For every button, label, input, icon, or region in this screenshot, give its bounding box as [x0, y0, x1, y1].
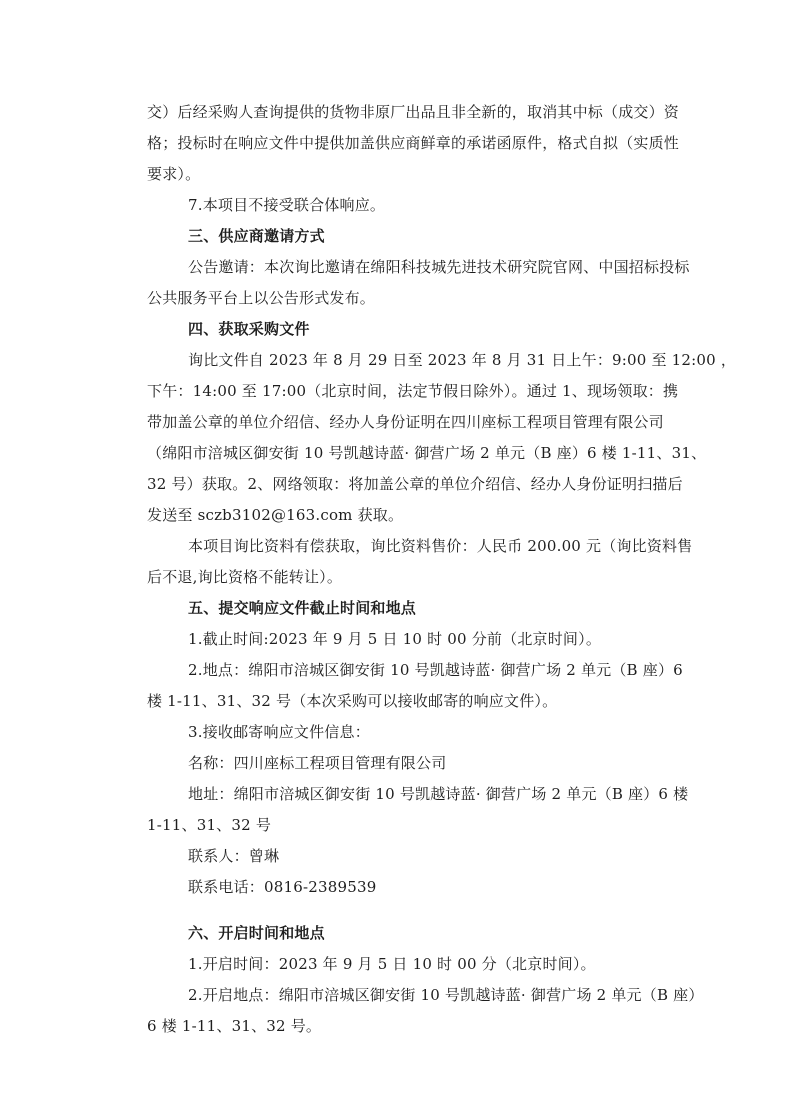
paragraph-line: 公告邀请：本次询比邀请在绵阳科技城先进技术研究院官网、中国招标投标 [188, 258, 690, 276]
paragraph-line: 要求）。 [147, 165, 201, 183]
paragraph-line: 2.开启地点：绵阳市涪城区御安街 10 号凯越诗蓝· 御营广场 2 单元（B 座） [188, 986, 704, 1004]
paragraph-line: （绵阳市涪城区御安街 10 号凯越诗蓝· 御营广场 2 单元（B 座）6 楼 1-11、31、 [147, 444, 707, 462]
paragraph-line: 7.本项目不接受联合体响应。 [188, 196, 386, 214]
section-heading: 五、提交响应文件截止时间和地点 [188, 599, 417, 617]
paragraph-line: 6 楼 1-11、31、32 号。 [147, 1017, 322, 1035]
paragraph-line: 地址：绵阳市涪城区御安街 10 号凯越诗蓝· 御营广场 2 单元（B 座）6 楼 [188, 785, 689, 803]
paragraph-line: 本项目询比资料有偿获取，询比资料售价：人民币 200.00 元（询比资料售 [188, 537, 693, 555]
paragraph-line: 1.开启时间：2023 年 9 月 5 日 10 时 00 分（北京时间）。 [188, 955, 596, 973]
paragraph-line: 下午：14:00 至 17:00（北京时间，法定节假日除外）。通过 1、现场领取：携 [147, 382, 679, 400]
section-heading: 四、获取采购文件 [188, 320, 310, 338]
paragraph-line: 名称：四川座标工程项目管理有限公司 [188, 754, 447, 772]
paragraph-line: 1-11、31、32 号 [147, 816, 272, 834]
paragraph-line: 后不退,询比资格不能转让）。 [147, 568, 343, 586]
paragraph-line: 公共服务平台上以公告形式发布。 [147, 289, 376, 307]
paragraph-line: 询比文件自 2023 年 8 月 29 日至 2023 年 8 月 31 日上午：9:00 至 12:00 ， [188, 351, 737, 369]
paragraph-line: 格；投标时在响应文件中提供加盖供应商鲜章的承诺函原件，格式自拟（实质性 [147, 134, 680, 152]
paragraph-line: 2.地点：绵阳市涪城区御安街 10 号凯越诗蓝· 御营广场 2 单元（B 座）6 [188, 661, 683, 679]
paragraph-line: 楼 1-11、31、32 号（本次采购可以接收邮寄的响应文件）。 [147, 692, 558, 710]
paragraph-line: 1.截止时间:2023 年 9 月 5 日 10 时 00 分前（北京时间）。 [188, 630, 602, 648]
paragraph-line: 带加盖公章的单位介绍信、经办人身份证明在四川座标工程项目管理有限公司 [147, 413, 664, 431]
paragraph-line: 联系人：曾琳 [188, 847, 280, 865]
paragraph-line: 联系电话：0816-2389539 [188, 878, 377, 896]
paragraph-line: 交）后经采购人查询提供的货物非原厂出品且非全新的，取消其中标（成交）资 [147, 103, 680, 121]
section-heading: 三、供应商邀请方式 [188, 227, 325, 245]
paragraph-line: 发送至 sczb3102@163.com 获取。 [147, 506, 404, 524]
paragraph-line: 32 号）获取。2、网络领取：将加盖公章的单位介绍信、经办人身份证明扫描后 [147, 475, 683, 493]
section-heading: 六、开启时间和地点 [188, 924, 325, 942]
paragraph-line: 3.接收邮寄响应文件信息： [188, 723, 370, 741]
